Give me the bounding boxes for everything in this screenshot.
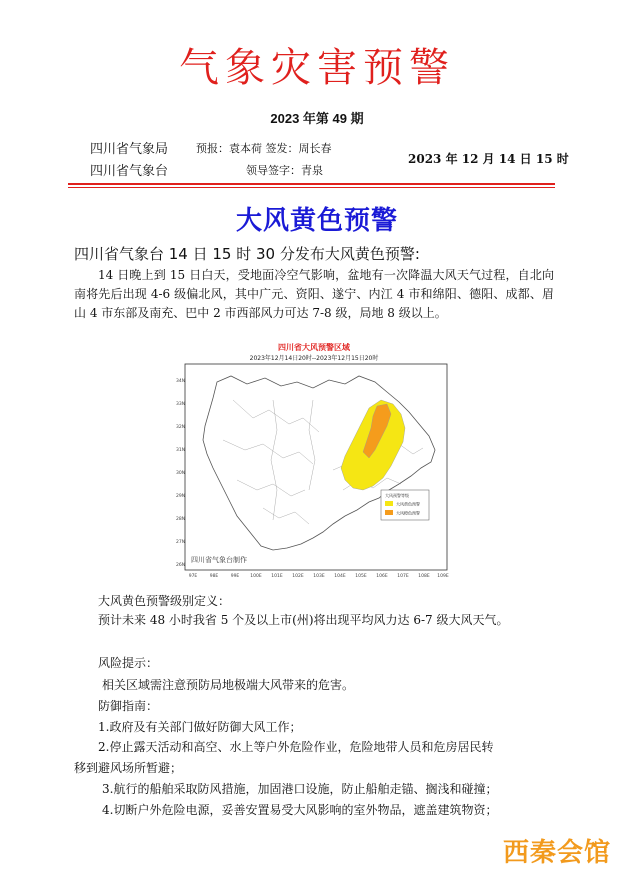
definition-text: 预计未来 48 小时我省 5 个及以上市(州)将出现平均风力达 6-7 级大风天气。 (98, 613, 509, 627)
definition-label: 大风黄色预警级别定义： (98, 594, 231, 608)
warning-lead: 四川省气象台 14 日 15 时 30 分发布大风黄色预警: (74, 245, 420, 263)
legend-label-orange: 大风橙色预警 (396, 510, 420, 516)
lon-tick: 100E (250, 574, 262, 579)
guide-item: 1.政府及有关部门做好防御大风工作； (98, 720, 302, 734)
lon-tick: 98E (209, 574, 219, 579)
header-divider (68, 183, 555, 185)
lon-tick: 106E (376, 574, 388, 579)
agency-observatory: 四川省气象台 (90, 164, 169, 179)
lon-tick: 101E (271, 574, 283, 579)
lat-tick: 28N (176, 517, 186, 522)
lat-tick: 29N (176, 494, 186, 499)
lon-tick: 108E (418, 574, 430, 579)
guide-item-continued: 移到避风场所暂避； (74, 761, 183, 775)
lon-tick: 107E (397, 574, 409, 579)
forecaster-signoff: 预报：袁本荷 签发：周长春 (196, 142, 332, 155)
lat-tick: 26N (176, 563, 186, 568)
warning-title: 大风黄色预警 (235, 206, 398, 236)
map-subtitle: 2023年12月14日20时--2023年12月15日20时 (249, 355, 379, 362)
lon-tick: 109E (437, 574, 449, 579)
lat-tick: 30N (176, 471, 186, 476)
lat-tick: 34N (176, 379, 186, 384)
legend-swatch-orange (385, 510, 393, 515)
map-credit: 四川省气象台制作 (191, 556, 247, 564)
guide-item: 4.切断户外危险电源，妥善安置易受大风影响的室外物品，遮盖建筑物资； (102, 803, 498, 817)
document-title: 气象灾害预警 (179, 45, 455, 91)
lon-tick: 105E (355, 574, 367, 579)
lat-tick: 32N (176, 425, 186, 430)
issue-datetime: 2023 年 12 月 14 日 15 时 (408, 152, 569, 166)
lat-tick: 27N (176, 540, 186, 545)
map-title: 四川省大风预警区域 (278, 343, 350, 352)
risk-text: 相关区域需注意预防局地极端大风带来的危害。 (102, 678, 355, 692)
lat-tick: 33N (176, 402, 186, 407)
map-svg (173, 340, 455, 580)
agency-bureau: 四川省气象局 (90, 142, 169, 157)
watermark-logo: 西秦会馆 (503, 838, 612, 868)
lon-tick: 103E (313, 574, 325, 579)
lon-tick: 99E (230, 574, 240, 579)
lon-tick: 97E (188, 574, 198, 579)
risk-label: 风险提示： (98, 656, 159, 670)
guide-label: 防御指南： (98, 699, 159, 713)
legend-label-yellow: 大风黄色预警 (396, 501, 420, 507)
lon-tick: 102E (292, 574, 304, 579)
leader-signoff: 领导签字：青泉 (246, 164, 323, 177)
header-divider-thin (68, 187, 555, 188)
warning-body: 14 日晚上到 15 日白天，受地面冷空气影响，盆地有一次降温大风天气过程，自北向南将先后出现 4-6 级偏北风，其中广元、资阳、遂宁、内江 4 市和绵阳、德阳、成都、眉山 4 市东部及南充、巴中 2 市西部风力可达 7-8 级，局地 8 级以上。 (74, 268, 554, 320)
guide-item: 3.航行的船舶采取防风措施，加固港口设施，防止船舶走锚、搁浅和碰撞； (102, 782, 498, 796)
legend-title: 大风预警等级 (385, 493, 409, 498)
guide-item: 2.停止露天活动和高空、水上等户外危险作业，危险地带人员和危房居民转 (98, 740, 494, 754)
lon-tick: 104E (334, 574, 346, 579)
issue-number: 2023 年第 49 期 (270, 111, 364, 126)
legend-swatch-yellow (385, 501, 393, 506)
warning-map (173, 340, 455, 580)
lat-tick: 31N (176, 448, 186, 453)
